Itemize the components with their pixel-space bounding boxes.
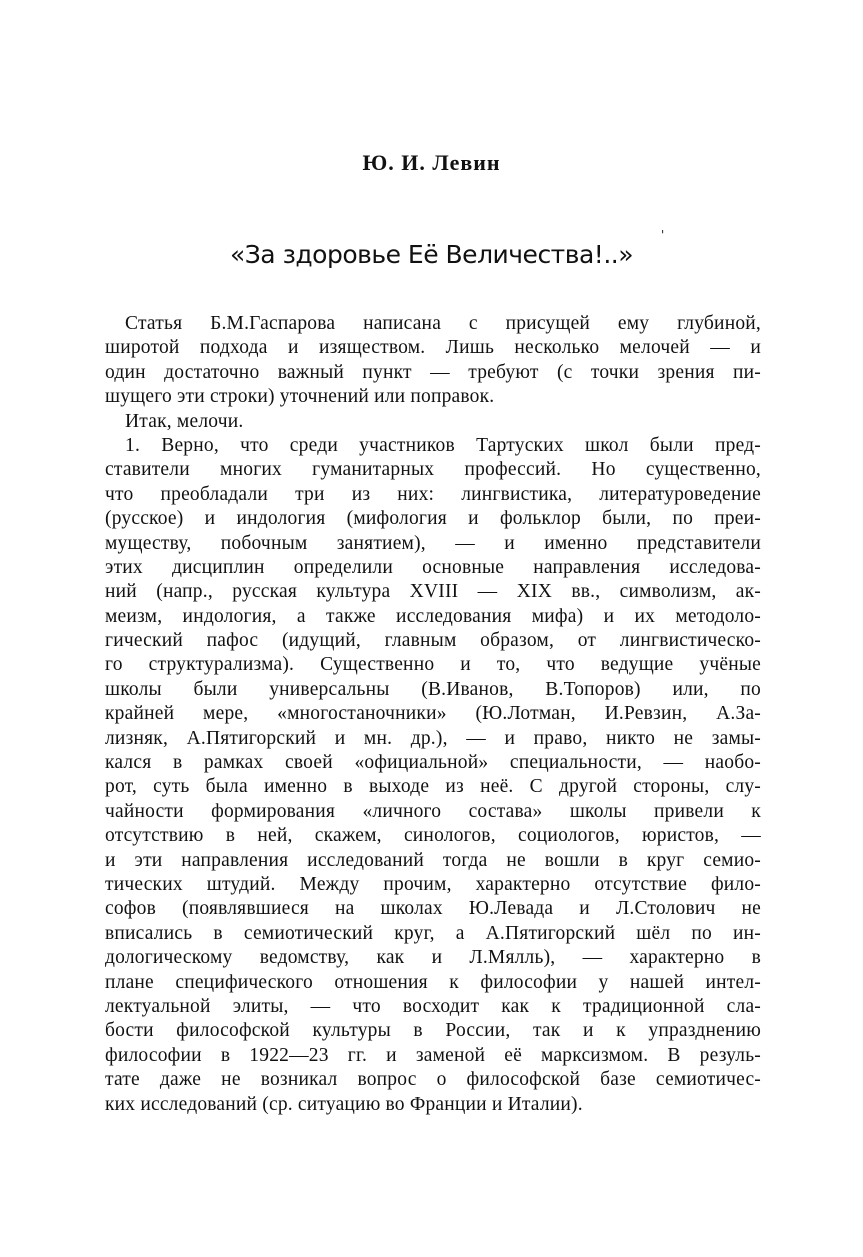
body-line: рот, суть была именно в выходе из неё. С другой стороны, слу-: [105, 776, 761, 798]
body-line: отсутствию в ней, скажем, синологов, социологов, юристов, —: [105, 825, 761, 847]
body-line: ких исследований (ср. ситуацию во Франции и Италии).: [105, 1093, 583, 1115]
body-line: философии в 1922—23 гг. и заменой её марксизмом. В резуль-: [105, 1044, 761, 1066]
body-line: шущего эти строки) уточнений или поправок.: [105, 386, 495, 408]
body-line: гический пафос (идущий, главным образом, от лингвистическо-: [105, 630, 761, 652]
body-line: муществу, побочным занятием), — и именно представители: [105, 532, 761, 554]
body-line: этих дисциплин определили основные направления исследова-: [105, 556, 761, 578]
body-line: плане специфического отношения к философии у нашей интел-: [105, 971, 761, 993]
print-speck: ': [661, 228, 665, 242]
body-line: и эти направления исследований тогда не вошли в круг семио-: [105, 849, 761, 871]
body-line: ставители многих гуманитарных профессий. Но существенно,: [105, 459, 761, 481]
body-line: кался в рамках своей «официальной» специальности, — наобо-: [105, 752, 761, 774]
body-line: (русское) и индология (мифология и фольклор были, по преи-: [105, 508, 761, 530]
body-line: тических штудий. Между прочим, характерно отсутствие фило-: [105, 873, 761, 895]
body-line: го структурализма). Существенно и то, что ведущие учёные: [105, 654, 761, 676]
body-line: меизм, индология, а также исследования мифа) и их методоло-: [105, 605, 761, 627]
article-body: [105, 312, 761, 1117]
body-line: Статья Б.М.Гаспарова написана с присущей ему глубиной,: [125, 313, 761, 334]
body-line: ний (напр., русская культура XVIII — XIX вв., символизм, ак-: [105, 581, 761, 603]
body-line: широтой подхода и изяществом. Лишь несколько мелочей — и: [105, 337, 761, 359]
body-line: 1. Верно, что среди участников Тартуских школ были пред-: [125, 434, 761, 456]
body-line: дологическому ведомству, как и Л.Мялль), — характерно в: [105, 947, 761, 969]
body-line: вписались в семиотический круг, а А.Пятигорский шёл по ин-: [105, 922, 761, 944]
body-line: бости философской культуры в России, так и к упразднению: [105, 1020, 761, 1042]
author-name: Ю. И. Левин: [362, 150, 501, 175]
body-line: Итак, мелочи.: [125, 410, 244, 432]
body-line: крайней мере, «многостаночники» (Ю.Лотман, И.Ревзин, А.За-: [105, 703, 761, 725]
body-line: софов (появлявшиеся на школах Ю.Левада и Л.Столович не: [105, 898, 761, 920]
article-title: «За здоровье Её Величества!..»: [229, 240, 634, 269]
body-line: что преобладали три из них: лингвистика, литературоведение: [105, 483, 761, 505]
body-line: один достаточно важный пункт — требуют (с точки зрения пи-: [105, 361, 761, 383]
body-line: лектуальной элиты, — что восходит как к традиционной сла-: [105, 995, 761, 1017]
body-line: лизняк, А.Пятигорский и мн. др.), — и право, никто не замы-: [105, 727, 761, 749]
body-line: школы были универсальны (В.Иванов, В.Топоров) или, по: [105, 678, 761, 700]
body-line: тате даже не возникал вопрос о философской базе семиотичес-: [105, 1069, 761, 1091]
body-line: чайности формирования «личного состава» школы привели к: [105, 800, 761, 822]
